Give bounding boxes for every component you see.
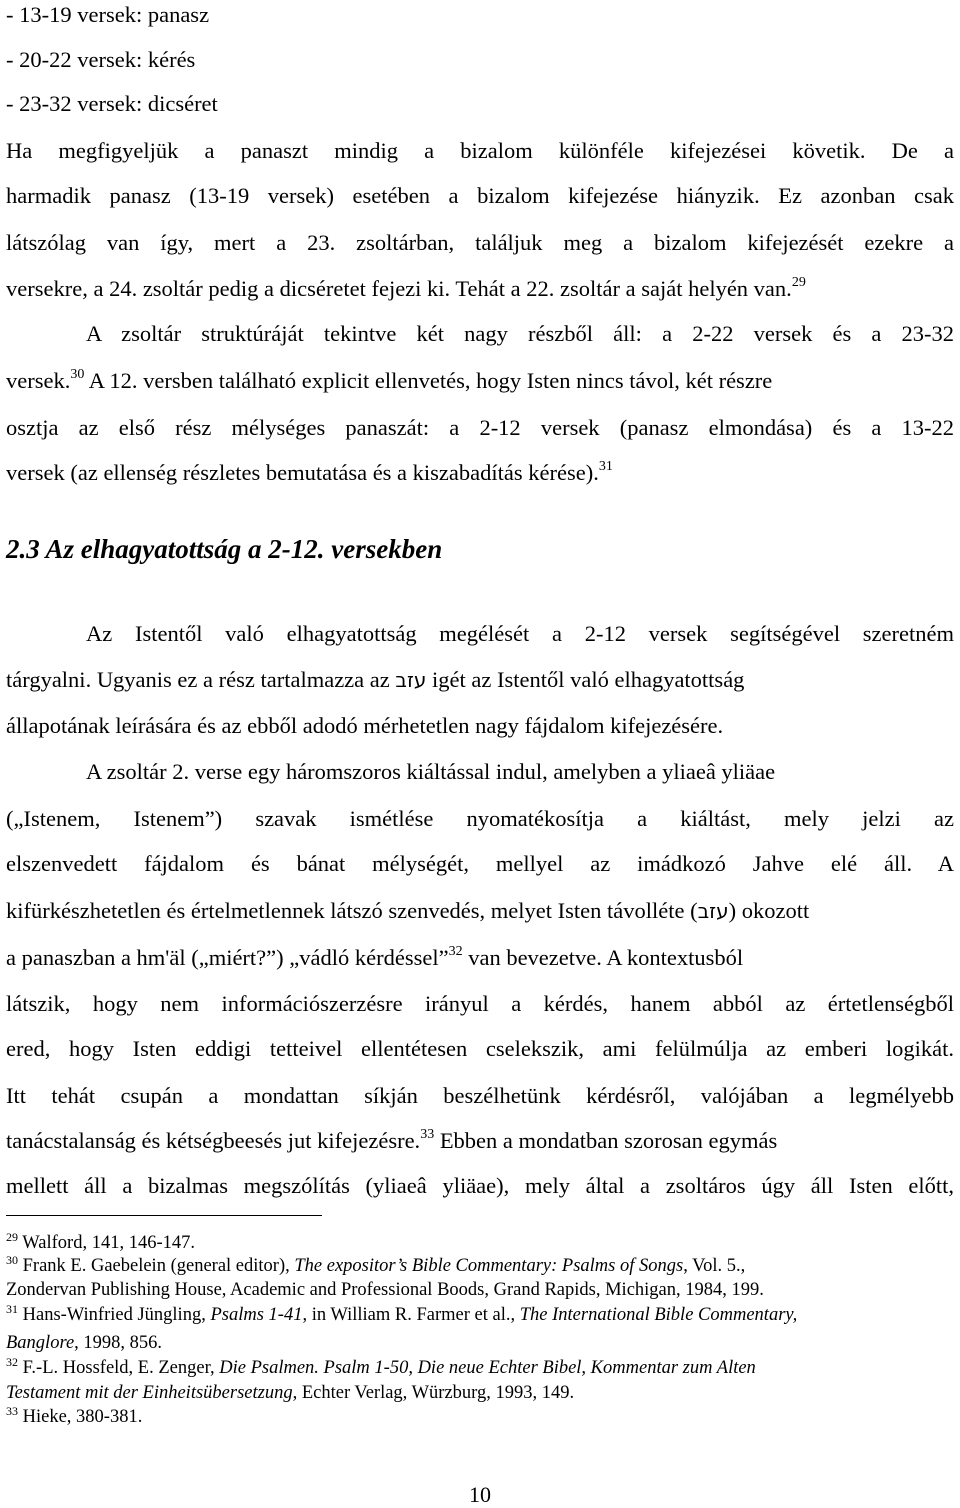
text-line: Az Istentől való elhagyatottság megélését a 2-12 versek segítségével szeretném (86, 621, 954, 646)
text-line: kifürkészhetetlen és értelmetlennek látszó szenvedés, melyet Isten távolléte (עזב) okozott (6, 898, 810, 923)
text-line: A zsoltár struktúráját tekintve két nagy részből áll: a 2-22 versek és a 23-32 (86, 321, 954, 346)
footnote-ref: 32 (448, 944, 463, 959)
text-line: mellett áll a bizalmas megszólítás (yliaeâ yliäae), mely által a zsoltáros úgy áll Isten előtt, (6, 1173, 954, 1198)
footnote: $^{29}$ Walford, 141, 146-147. (6, 1230, 195, 1253)
text-line: tárgyalni. Ugyanis ez a rész tartalmazza az עזב igét az Istentől való elhagyatottság (6, 667, 745, 692)
text-line: - 23-32 versek: dicséret (6, 91, 218, 116)
text-line: a panaszban a hm'äl („miért?”) „vádló kérdéssel”$^{32}$ van bevezetve. A kontextusból (6, 944, 744, 970)
footnote-cont: Zondervan Publishing House, Academic and Professional Boods, Grand Rapids, Michigan, 1984, 199. (6, 1280, 764, 1300)
text-line: A zsoltár 2. verse egy háromszoros kiáltással indul, amelyben a yliaeâ yliäae (86, 759, 776, 784)
footnote-separator (6, 1215, 322, 1216)
footnote: $^{33}$ Hieke, 380-381. (6, 1404, 143, 1427)
text-line: versekre, a 24. zsoltár pedig a dicséretet fejezi ki. Tehát a 22. zsoltár a saját helyén van.$^{29}$ (6, 275, 806, 301)
text-line: - 20-22 versek: kérés (6, 47, 196, 72)
footnote: $^{30}$ Frank E. Gaebelein (general editor), The expositor’s Bible Commentary: Psalms of Songs, Vol. 5., (6, 1253, 746, 1276)
text-line: - 13-19 versek: panasz (6, 2, 210, 27)
text-line: tanácstalanság és kétségbeesés jut kifejezésre.$^{33}$ Ebben a mondatban szorosan egymás (6, 1127, 778, 1153)
text-line: versek (az ellenség részletes bemutatása és a kiszabadítás kérése).$^{31}$ (6, 459, 613, 485)
footnote-cont: Testament mit der Einheitsübersetzung, Echter Verlag, Würzburg, 1993, 149. (6, 1383, 575, 1403)
footnote-ref: 31 (598, 459, 613, 474)
footnote-ref: 29 (791, 275, 806, 290)
footnote: $^{32}$ F.-L. Hossfeld, E. Zenger, Die Psalmen. Psalm 1-50, Die neue Echter Bibel, Kommentar zum Alten (6, 1355, 756, 1378)
text-line: látszólag van így, mert a 23. zsoltárban, találjuk meg a bizalom kifejezését ezekre a (6, 230, 954, 255)
text-line: Itt tehát csupán a mondattan síkján beszélhetünk kérdésről, valójában a legmélyebb (6, 1083, 954, 1108)
section-heading: 2.3 Az elhagyatottság a 2-12. versekben (6, 534, 443, 564)
text-line: versek.$^{30}$ A 12. versben található explicit ellenvetés, hogy Isten nincs távol, két részre (6, 367, 773, 393)
text-line: Ha megfigyeljük a panaszt mindig a bizalom különféle kifejezései követik. De a (6, 138, 954, 163)
hebrew-word: עזב (697, 899, 729, 923)
page-number: 10 (469, 1482, 491, 1507)
footnote-ref: 33 (420, 1127, 435, 1142)
footnote: $^{31}$ Hans-Winfried Jüngling, Psalms 1-41, in William R. Farmer et al., The International Bible Commentary, (6, 1302, 798, 1325)
text-line: („Istenem, Istenem”) szavak ismétlése nyomatékosítja a kiáltást, mely jelzi az (6, 806, 954, 831)
hebrew-word: עזב (395, 668, 427, 692)
footnote-ref: 30 (70, 367, 85, 382)
text-line: látszik, hogy nem információszerzésre irányul a kérdés, hanem abból az értetlenségből (6, 991, 954, 1016)
text-line: harmadik panasz (13-19 versek) esetében a bizalom kifejezése hiányzik. Ez azonban csak (6, 183, 954, 208)
text-line: osztja az első rész mélységes panaszát: a 2-12 versek (panasz elmondása) és a 13-22 (6, 415, 954, 440)
text-line: elszenvedett fájdalom és bánat mélységét, mellyel az imádkozó Jahve elé áll. A (6, 851, 954, 876)
text-line: ered, hogy Isten eddigi tetteivel ellentétesen cselekszik, ami felülmúlja az emberi logikát. (6, 1036, 954, 1061)
footnote-cont: Banglore, 1998, 856. (6, 1333, 163, 1353)
text-line: állapotának leírására és az ebből adodó mérhetetlen nagy fájdalom kifejezésére. (6, 713, 724, 738)
